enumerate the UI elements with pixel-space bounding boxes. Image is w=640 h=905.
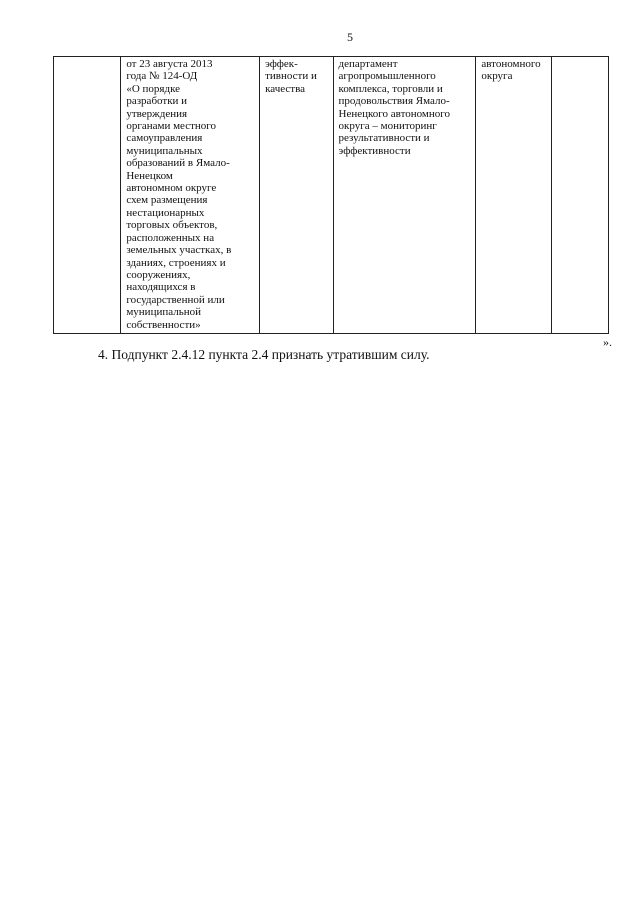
document-table — [53, 56, 609, 334]
cell-text: от 23 августа 2013 года № 124-ОД «О порядке разработки и утверждения органами местного самоуправления муниципальных образований в Ямало- Ненецком автономном округе схем размещения нестационарных торговых объектов, расположенных на земельных участках, в зданиях, строениях и сооружениях, находящихся в государственной или муниципальной собственности» — [126, 58, 232, 331]
table-cell-criterion — [260, 57, 333, 334]
table-cell-number — [54, 57, 121, 334]
cell-text: автономного округа — [481, 58, 541, 83]
table-cell-document — [121, 57, 260, 334]
table-cell-note — [551, 57, 608, 334]
cell-text: эффек- тивности и качества — [265, 58, 317, 95]
page-number: 5 — [347, 30, 353, 44]
closing-quote: ». — [603, 335, 612, 349]
cell-text: департамент агропромышленного комплекса, торговли и продовольствия Ямало- Ненецкого автономного округа – мониторинг результативности и эффективности — [338, 58, 451, 157]
paragraph-4: 4. Подпункт 2.4.12 пункта 2.4 признать утратившим силу. — [98, 347, 430, 362]
table-cell-responsible — [333, 57, 476, 334]
table-cell-scope — [476, 57, 551, 334]
table-row — [54, 57, 609, 334]
